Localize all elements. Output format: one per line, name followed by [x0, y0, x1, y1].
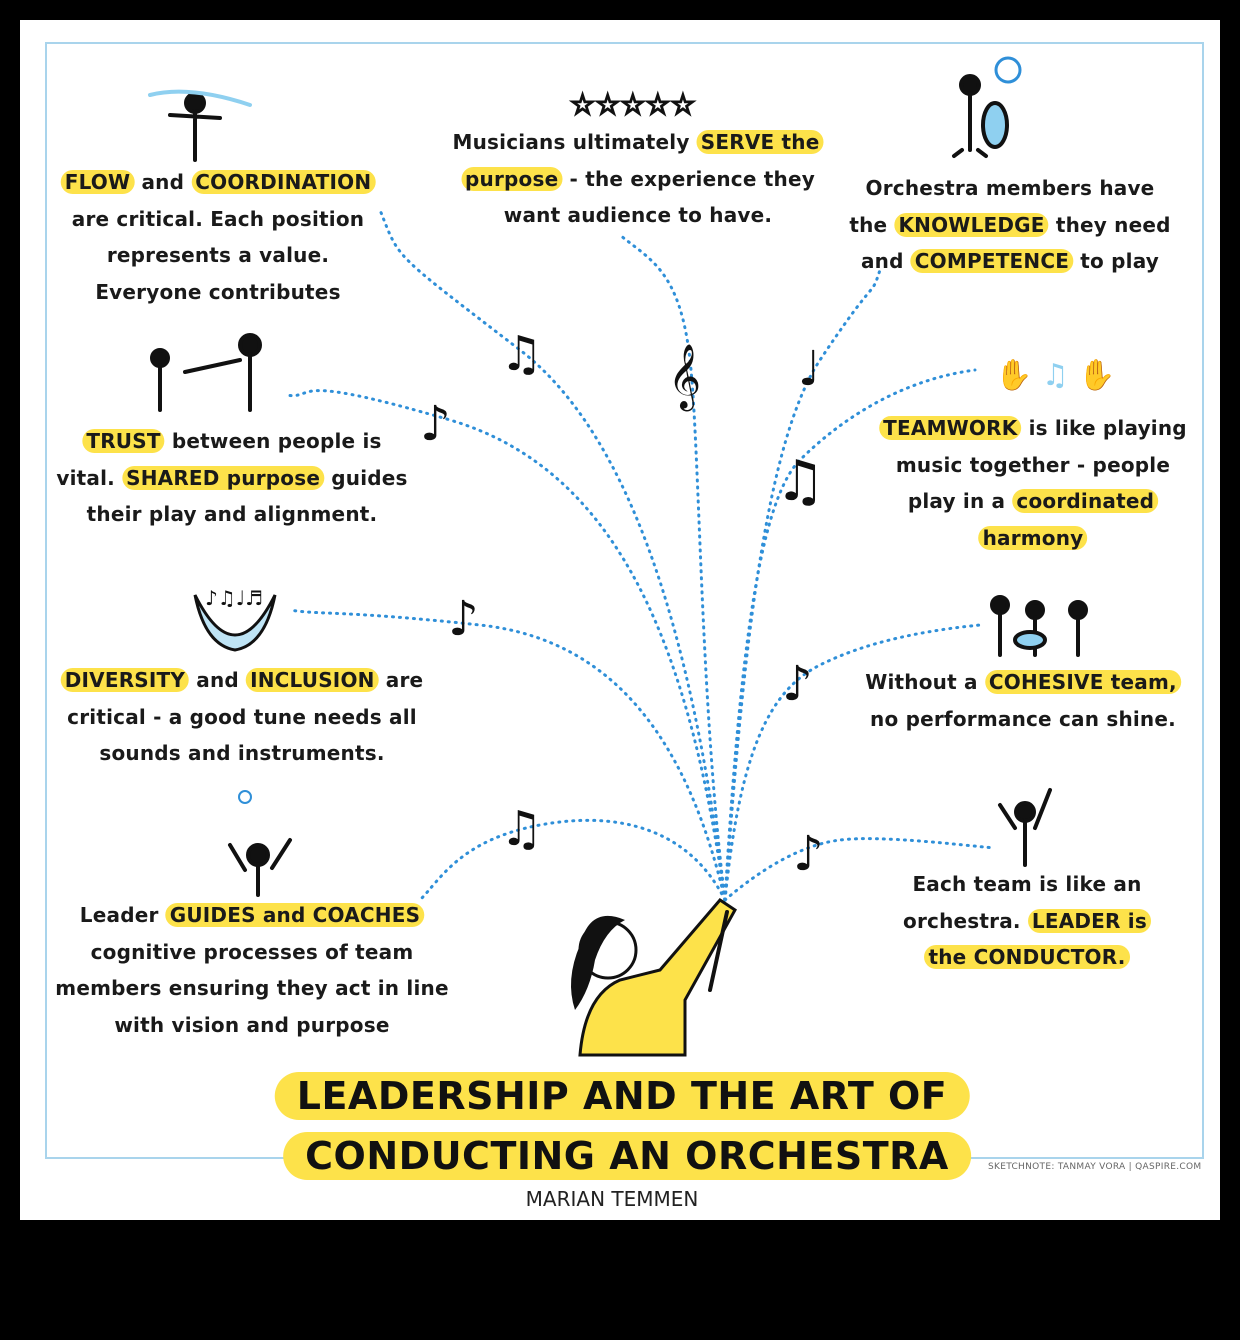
- highlighted-text: purpose: [461, 167, 562, 191]
- text-line: [61, 237, 376, 274]
- text-segment: is like playing: [1021, 416, 1187, 440]
- text-segment: guides: [324, 465, 408, 490]
- text-segment: between people is: [164, 429, 382, 453]
- text-line: [61, 699, 424, 736]
- text-line: [61, 662, 424, 699]
- text-line: [55, 934, 448, 971]
- note-icon: ♪: [793, 826, 824, 882]
- highlighted-text: INCLUSION: [246, 668, 379, 692]
- svg-text:✋ ♫ ✋: ✋ ♫ ✋: [995, 358, 1116, 393]
- text-line: [849, 243, 1170, 280]
- teamwork-hands-icon: [995, 357, 1116, 393]
- text-segment: critical - a good tune needs all: [67, 704, 417, 729]
- title-line-2: CONDUCTING AN ORCHESTRA: [283, 1132, 971, 1180]
- text-segment: Each team is like an: [912, 872, 1142, 896]
- text-line: [56, 460, 407, 497]
- svg-text:♪♫♩♬: ♪♫♩♬: [205, 586, 264, 610]
- text-block-flow: [61, 164, 376, 310]
- text-segment: music together - people: [895, 452, 1171, 477]
- text-line: [849, 170, 1170, 207]
- text-line: [903, 939, 1151, 976]
- highlighted-text: the CONDUCTOR.: [924, 945, 1129, 969]
- text-segment: want audience to have.: [503, 203, 773, 227]
- highlighted-text: COORDINATION: [191, 170, 375, 194]
- text-line: [61, 201, 376, 238]
- text-line: [865, 701, 1181, 738]
- cellist-icon: [954, 58, 1020, 156]
- text-block-teamwork: [879, 410, 1187, 556]
- text-segment: vital.: [56, 465, 123, 490]
- text-segment: Orchestra members have: [865, 176, 1155, 200]
- text-segment: - the experience they: [562, 166, 815, 191]
- text-segment: represents a value.: [106, 243, 330, 267]
- text-line: [903, 903, 1151, 940]
- text-segment: they need: [1048, 212, 1171, 237]
- connector-leader: [420, 820, 725, 900]
- text-line: [849, 207, 1170, 244]
- connector-flow: [380, 210, 725, 900]
- text-segment: members ensuring they act in line: [55, 976, 449, 1000]
- band-icon: [992, 597, 1086, 655]
- text-segment: Without a: [865, 670, 985, 694]
- musician-flow-icon: [150, 92, 250, 160]
- note-icon: ♪: [448, 591, 479, 647]
- text-segment: their play and alignment.: [86, 502, 378, 526]
- music-notes: [420, 326, 825, 882]
- highlighted-text: SHARED purpose: [122, 466, 324, 490]
- text-segment: are: [378, 668, 424, 692]
- text-segment: to play: [1073, 249, 1160, 273]
- text-block-diversity: [61, 662, 424, 772]
- highlighted-text: LEADER is: [1028, 909, 1151, 933]
- text-segment: and: [189, 668, 247, 692]
- text-segment: and: [860, 249, 911, 273]
- text-line: [865, 664, 1181, 701]
- text-segment: Everyone contributes: [95, 279, 341, 304]
- connector-serve: [620, 235, 725, 900]
- highlighted-text: GUIDES and COACHES: [166, 903, 424, 927]
- svg-text:☆☆☆☆☆: ☆☆☆☆☆: [570, 88, 696, 121]
- note-icon: ♫: [775, 449, 826, 514]
- text-line: [55, 970, 448, 1007]
- text-line: [453, 161, 824, 198]
- title-line-1: LEADERSHIP AND THE ART OF: [275, 1072, 970, 1120]
- credit-line: SKETCHNOTE: TANMAY VORA | QASPIRE.COM: [988, 1162, 1202, 1172]
- text-line: [61, 735, 424, 772]
- text-segment: cognitive processes of team: [90, 939, 414, 964]
- text-segment: play in a: [907, 489, 1013, 513]
- text-segment: no performance can shine.: [870, 706, 1176, 731]
- highlighted-text: KNOWLEDGE: [894, 213, 1048, 237]
- highlighted-text: coordinated: [1012, 489, 1158, 513]
- text-segment: orchestra.: [903, 908, 1028, 933]
- highlighted-text: SERVE the: [697, 130, 824, 154]
- text-block-leader: [55, 897, 448, 1043]
- note-icon: ♫: [500, 326, 544, 382]
- text-line: [61, 164, 376, 201]
- highlighted-text: FLOW: [61, 170, 135, 194]
- text-line: [61, 274, 376, 311]
- text-block-cohesive: [865, 664, 1181, 737]
- text-line: [879, 410, 1187, 447]
- highlighted-text: harmony: [979, 526, 1088, 550]
- trust-people-icon: [152, 335, 260, 410]
- note-icon: ♫: [500, 801, 544, 857]
- conductor-small-icon: [1000, 790, 1050, 865]
- text-block-conductor: [903, 866, 1151, 976]
- text-block-knowledge: [849, 170, 1170, 280]
- highlighted-text: COHESIVE team,: [985, 670, 1181, 694]
- text-block-serve: [453, 124, 824, 234]
- author-name: MARIAN TEMMEN: [525, 1187, 699, 1211]
- highlighted-text: COMPETENCE: [911, 249, 1073, 273]
- treble-clef-icon: 𝄞: [668, 344, 702, 409]
- text-line: [453, 197, 824, 234]
- text-segment: are critical. Each position: [71, 206, 365, 231]
- inclusion-hands-icon: [195, 586, 275, 650]
- note-icon: ♪: [782, 656, 813, 712]
- text-line: [56, 496, 407, 533]
- text-segment: and: [134, 170, 192, 194]
- conductor-woman-illustration: [571, 900, 735, 1055]
- text-line: [903, 866, 1151, 903]
- highlighted-text: TRUST: [82, 429, 164, 453]
- text-segment: the: [849, 212, 895, 237]
- text-segment: sounds and instruments.: [99, 741, 385, 765]
- text-block-trust: [56, 423, 407, 533]
- stars-rating-icon: [570, 88, 696, 121]
- note-icon: ♩: [798, 341, 821, 397]
- text-segment: Musicians ultimately: [452, 130, 697, 154]
- text-line: [56, 423, 407, 460]
- text-line: [879, 483, 1187, 520]
- text-segment: Leader: [79, 903, 166, 927]
- note-icon: ♪: [420, 396, 451, 452]
- highlighted-text: DIVERSITY: [61, 668, 189, 692]
- text-line: [55, 1007, 448, 1044]
- text-line: [879, 520, 1187, 557]
- text-line: [55, 897, 448, 934]
- text-segment: with vision and purpose: [114, 1012, 390, 1037]
- leader-coach-icon: [230, 791, 290, 895]
- text-line: [453, 124, 824, 161]
- text-line: [879, 447, 1187, 484]
- highlighted-text: TEAMWORK: [879, 416, 1021, 440]
